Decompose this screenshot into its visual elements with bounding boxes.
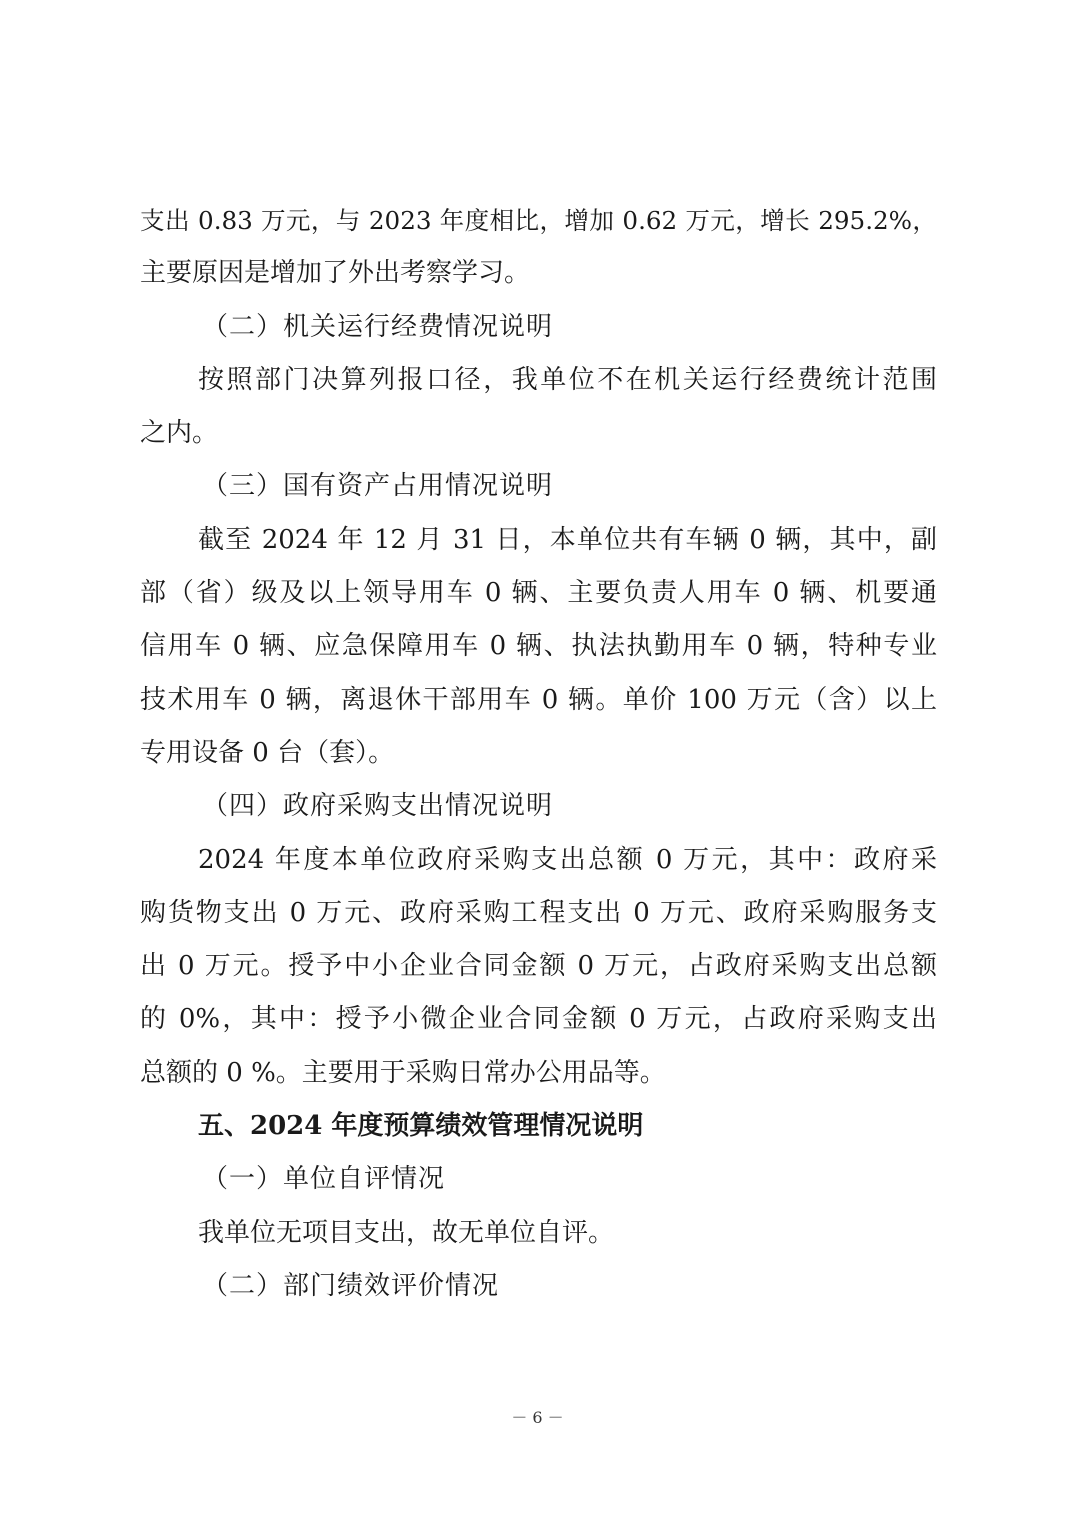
paragraph-line: 按照部门决算列报口径，我单位不在机关运行经费统计范围: [198, 364, 937, 395]
paragraph-line: 部（省）级及以上领导用车 0 辆、主要负责人用车 0 辆、机要通: [140, 578, 937, 609]
paragraph-line: 主要原因是增加了外出考察学习。: [140, 258, 531, 289]
paragraph-line: 技术用车 0 辆，离退休干部用车 0 辆。单价 100 万元（含）以上: [140, 684, 937, 715]
paragraph-line: 专用设备 0 台（套）。: [140, 737, 395, 768]
paragraph-line: 信用车 0 辆、应急保障用车 0 辆、执法执勤用车 0 辆，特种专业: [140, 631, 937, 662]
subsection-heading: （三）国有资产占用情况说明: [202, 471, 554, 502]
subsection-heading: （二）机关运行经费情况说明: [202, 311, 554, 342]
paragraph-line: 支出 0.83 万元，与 2023 年度相比，增加 0.62 万元，增长 295.2%，: [140, 206, 937, 235]
subsection-heading: （二）部门绩效评价情况: [202, 1270, 500, 1301]
paragraph-line: 截至 2024 年 12 月 31 日，本单位共有车辆 0 辆，其中，副: [198, 524, 937, 555]
paragraph-line: 出 0 万元。授予中小企业合同金额 0 万元，占政府采购支出总额: [140, 951, 937, 982]
paragraph-line: 之内。: [140, 418, 219, 449]
paragraph-line: 总额的 0 %。主要用于采购日常办公用品等。: [140, 1057, 666, 1088]
paragraph-line: 购货物支出 0 万元、政府采购工程支出 0 万元、政府采购服务支: [140, 897, 937, 928]
paragraph-line: 我单位无项目支出，故无单位自评。: [198, 1217, 615, 1248]
page-number: － 6 －: [511, 1408, 564, 1427]
subsection-heading: （四）政府采购支出情况说明: [202, 791, 554, 822]
section-heading: 五、2024 年度预算绩效管理情况说明: [198, 1111, 644, 1142]
subsection-heading: （一）单位自评情况: [202, 1164, 446, 1195]
paragraph-line: 2024 年度本单位政府采购支出总额 0 万元，其中：政府采: [198, 844, 937, 875]
paragraph-line: 的 0%，其中：授予小微企业合同金额 0 万元，占政府采购支出: [140, 1004, 937, 1035]
document-body: [140, 194, 937, 1313]
